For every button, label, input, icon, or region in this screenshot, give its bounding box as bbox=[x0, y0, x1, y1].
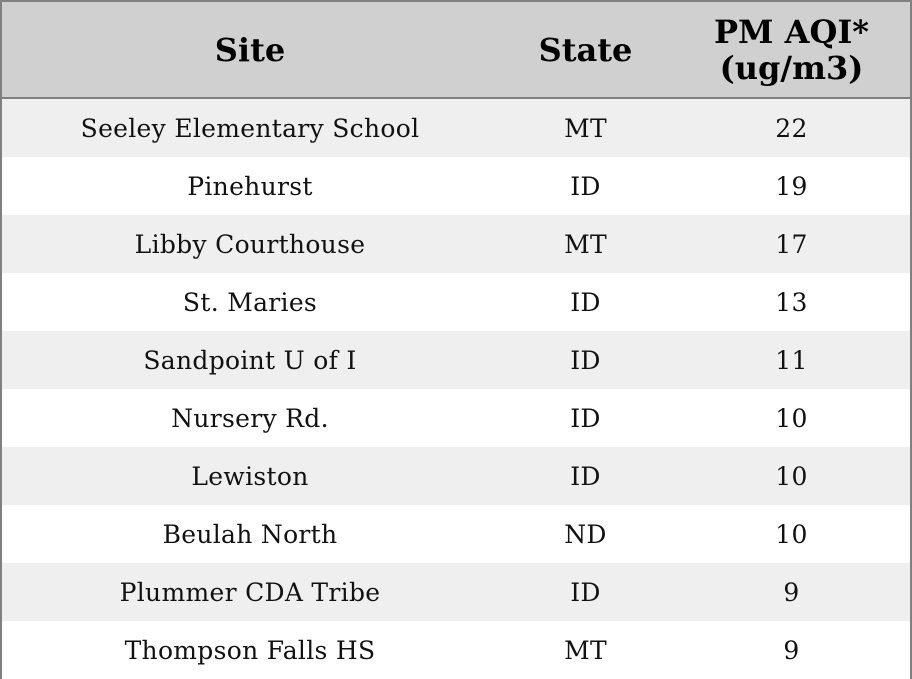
pm-aqi-cell: 10 bbox=[775, 461, 808, 491]
state-cell: ID bbox=[570, 577, 601, 607]
site-cell: Pinehurst bbox=[187, 171, 313, 201]
site-cell: Lewiston bbox=[191, 461, 309, 491]
pm-aqi-cell: 19 bbox=[775, 171, 808, 201]
table-row bbox=[2, 215, 910, 273]
state-cell: MT bbox=[564, 635, 607, 665]
pm-aqi-cell: 11 bbox=[775, 345, 808, 375]
pm-aqi-cell: 13 bbox=[775, 287, 808, 317]
table-row bbox=[2, 621, 910, 679]
table-row bbox=[2, 273, 910, 331]
column-header-site: Site bbox=[214, 30, 286, 69]
state-cell: ID bbox=[570, 345, 601, 375]
site-cell: Plummer CDA Tribe bbox=[119, 577, 381, 607]
pm-aqi-cell: 17 bbox=[775, 229, 808, 259]
state-cell: ID bbox=[570, 171, 601, 201]
pm-aqi-cell: 9 bbox=[783, 577, 800, 607]
column-header-pm-aqi: PM AQI* (ug/m3) bbox=[713, 12, 870, 87]
table-row bbox=[2, 157, 910, 215]
state-cell: MT bbox=[564, 229, 607, 259]
state-cell: ND bbox=[564, 519, 607, 549]
pm-aqi-cell: 10 bbox=[775, 519, 808, 549]
state-cell: ID bbox=[570, 461, 601, 491]
state-cell: MT bbox=[564, 113, 607, 143]
site-cell: Seeley Elementary School bbox=[80, 113, 420, 143]
column-header-state: State bbox=[538, 30, 633, 69]
site-cell: Beulah North bbox=[162, 519, 338, 549]
table-row bbox=[2, 99, 910, 157]
pm-aqi-cell: 10 bbox=[775, 403, 808, 433]
pm-aqi-cell: 9 bbox=[783, 635, 800, 665]
site-cell: St. Maries bbox=[182, 287, 318, 317]
table-row bbox=[2, 563, 910, 621]
state-cell: ID bbox=[570, 403, 601, 433]
table-row bbox=[2, 331, 910, 389]
site-cell: Thompson Falls HS bbox=[124, 635, 376, 665]
table-header-row bbox=[2, 2, 910, 99]
pm-aqi-cell: 22 bbox=[775, 113, 808, 143]
table-row bbox=[2, 505, 910, 563]
state-cell: ID bbox=[570, 287, 601, 317]
site-cell: Nursery Rd. bbox=[171, 403, 329, 433]
site-cell: Libby Courthouse bbox=[134, 229, 366, 259]
table-row bbox=[2, 447, 910, 505]
table-row bbox=[2, 389, 910, 447]
site-cell: Sandpoint U of I bbox=[143, 345, 357, 375]
